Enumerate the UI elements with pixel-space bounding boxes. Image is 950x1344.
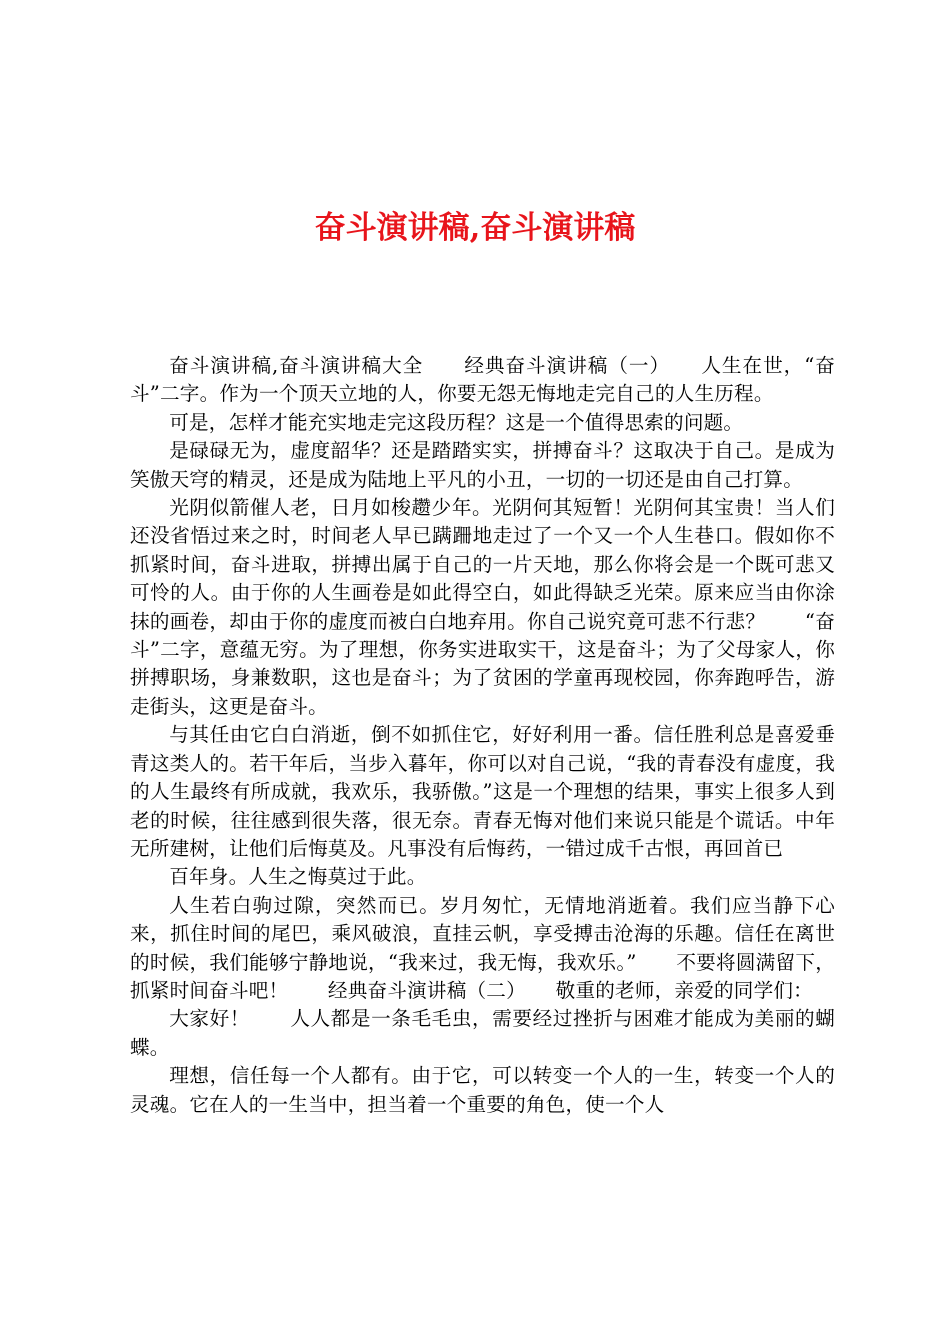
document-body <box>130 352 835 1119</box>
paragraph: 与其任由它白白消逝，倒不如抓住它，好好利用一番。信任胜利总是喜爱垂青这类人的。若干年后，当步入暮年，你可以对自己说，“我的青春没有虚度，我的人生最终有所成就，我欢乐，我骄傲。”这是一个理想的结果，事实上很多人到老的时候，往往感到很失落，很无奈。青春无悔对他们来说只能是个谎话。中年无所建树，让他们后悔莫及。凡事没有后悔药，一错过成千古恨，再回首已 <box>130 723 835 860</box>
paragraph: 可是，怎样才能充实地走完这段历程？这是一个值得思索的问题。 <box>169 410 744 434</box>
paragraph: 奋斗演讲稿,奋斗演讲稿大全 经典奋斗演讲稿（一） 人生在世，“奋斗”二字。作为一个顶天立地的人，你要无怨无悔地走完自己的人生历程。 <box>130 354 835 406</box>
paragraph: 理想，信任每一个人都有。由于它，可以转变一个人的一生，转变一个人的灵魂。它在人的一生当中，担当着一个重要的角色，使一个人 <box>130 1064 835 1116</box>
paragraph: 是碌碌无为，虚度韶华？还是踏踏实实，拼搏奋斗？这取决于自己。是成为笑傲天穹的精灵，还是成为陆地上平凡的小丑，一切的一切还是由自己打算。 <box>130 439 835 491</box>
paragraph: 人生若白驹过隙，突然而已。岁月匆忙，无情地消逝着。我们应当静下心来，抓住时间的尾巴，乘风破浪，直挂云帆，享受搏击沧海的乐趣。信任在离世的时候，我们能够宁静地说，“我来过，我无悔，我欢乐。” 不要将圆满留下，抓紧时间奋斗吧！ 经典奋斗演讲稿（二） 敬重的老师，亲爱的同学们： <box>130 893 835 1002</box>
paragraph: 百年身。人生之悔莫过于此。 <box>169 865 427 889</box>
document-title: 奋斗演讲稿,奋斗演讲稿 <box>314 210 636 246</box>
paragraph: 大家好！ 人人都是一条毛毛虫，需要经过挫折与困难才能成为美丽的蝴蝶。 <box>130 1007 835 1059</box>
paragraph: 光阴似箭催人老，日月如梭趱少年。光阴何其短暂！光阴何其宝贵！当人们还没省悟过来之时，时间老人早已蹒跚地走过了一个又一个人生巷口。假如你不抓紧时间，奋斗进取，拼搏出属于自己的一片天地，那么你将会是一个既可悲又可怜的人。由于你的人生画卷是如此得空白，如此得缺乏光荣。原来应当由你涂抹的画卷，却由于你的虚度而被白白地弃用。你自己说究竟可悲不行悲？ “奋斗”二字，意蕴无穷。为了理想，你务实进取实干，这是奋斗；为了父母家人，你拼搏职场，身兼数职，这也是奋斗；为了贫困的学童再现校园，你奔跑呼告，游走街头，这更是奋斗。 <box>130 496 835 718</box>
